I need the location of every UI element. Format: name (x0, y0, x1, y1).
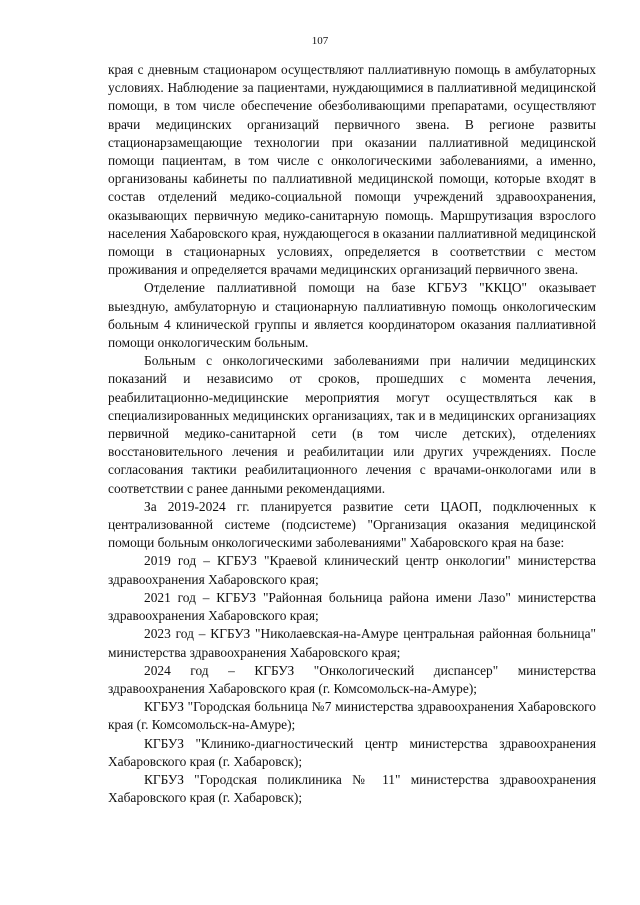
paragraph-palliative-department: Отделение паллиативной помощи на базе КГБУЗ "ККЦО" оказывает выездную, амбулаторную и стационарную паллиативную помощь онкологическим больным 4 клинической группы и является координатором оказания паллиативной помощи онкологическим больным. (108, 280, 596, 351)
list-item-hospital-7: КГБУЗ "Городская больница №7 министерства здравоохранения Хабаровского края (г. Комсомольск-на-Амуре); (108, 699, 596, 733)
list-item-polyclinic-11: КГБУЗ "Городская поликлиника № 11" министерства здравоохранения Хабаровского края (г. Хабаровск); (108, 771, 596, 806)
list-item-diagnostic-center: КГБУЗ "Клинико-диагностический центр министерства здравоохранения Хабаровского края (г. Хабаровск); (108, 735, 596, 769)
paragraph-caop-network: За 2019-2024 гг. планируется развитие сети ЦАОП, подключенных к централизованной системе (подсистеме) "Организация оказания медицинской помощи больным онкологическими заболеваниями" Хабаровского края на базе: (108, 498, 596, 551)
list-item-2023: 2023 год – КГБУЗ "Николаевская-на-Амуре центральная районная больница" министерства здравоохранения Хабаровского края; (108, 626, 596, 660)
document-body (108, 61, 596, 807)
page-number: 107 (311, 35, 329, 47)
paragraph-palliative-care: края с дневным стационаром осуществляют паллиативную помощь в амбулаторных условиях. Наблюдение за пациентами, нуждающимися в паллиативной медицинской помощи, в том числе обеспечение обезболивающими препаратами, осуществляют врачи медицинских организаций первичного звена. В регионе развиты стационарзамещающие технологии при оказании паллиативной медицинской помощи пациентам, в том числе с онкологическими заболеваниями, а именно, организованы кабинеты по паллиативной медицинской помощи, которые входят в состав отделений медико-социальной помощи учреждений здравоохранения, оказывающих первичную медико-санитарную помощь. Маршрутизация взрослого населения Хабаровского края, нуждающегося в оказании паллиативной медицинской помощи в стационарных условиях, определяется в соответствии с местом проживания и определяется врачами медицинских организаций первичного звена. (108, 62, 596, 278)
list-item-2021: 2021 год – КГБУЗ "Районная больница района имени Лазо" министерства здравоохранения Хабаровского края; (108, 589, 596, 624)
paragraph-rehabilitation: Больным с онкологическими заболеваниями при наличии медицинских показаний и независимо от сроков, прошедших с момента лечения, реабилитационно-медицинские мероприятия могут осуществляться как в специализированных медицинских организациях, так и в медицинских организациях первичной медико-санитарной сети (в том числе детских), отделениях восстановительного лечения и реабилитации или других учреждениях. После согласования тактики реабилитационного лечения с врачами-онкологами или в соответствии с ранее данными рекомендациями. (108, 353, 596, 496)
list-item-2019: 2019 год – КГБУЗ "Краевой клинический центр онкологии" министерства здравоохранения Хабаровского края; (108, 553, 596, 587)
list-item-2024-oncology: 2024 год – КГБУЗ "Онкологический диспансер" министерства здравоохранения Хабаровского края (г. Комсомольск-на-Амуре); (108, 662, 596, 696)
